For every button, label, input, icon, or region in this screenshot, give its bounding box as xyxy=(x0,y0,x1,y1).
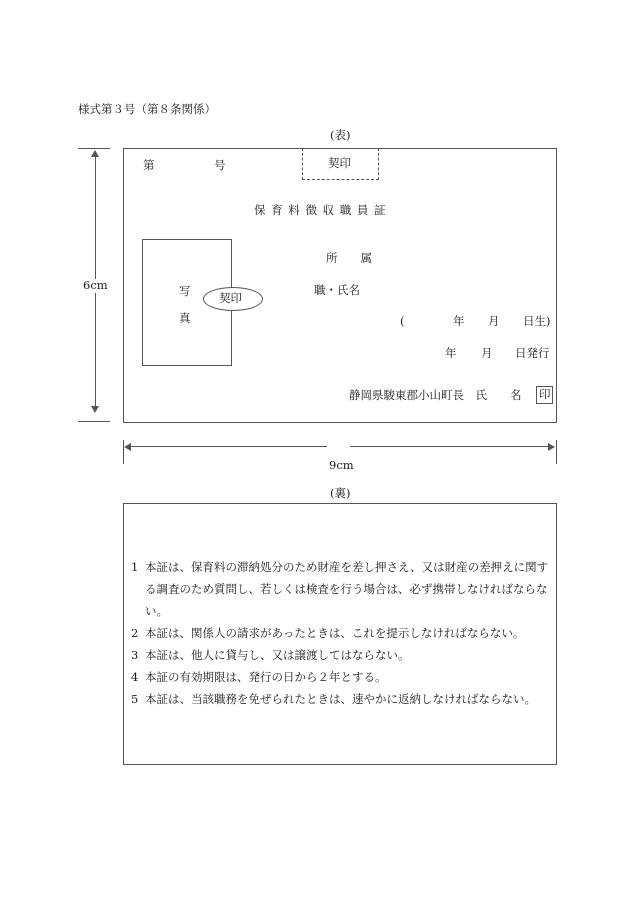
note-text: 本証は、保育料の滞納処分のため財産を差し押さえ、又は財産の差押えに関する調査のため質問し、若しくは検査を行う場合は、必ず携帯しなければならない。 xyxy=(145,560,549,618)
seal-top-box xyxy=(302,148,379,180)
photo-label-1: 写 xyxy=(179,284,191,298)
note-item-1 xyxy=(131,556,549,622)
seal-top-label: 契印 xyxy=(328,156,351,170)
seal-photo-label: 契印 xyxy=(219,291,242,305)
notes-list xyxy=(131,556,549,710)
affiliation-label: 所 属 xyxy=(326,251,372,265)
seal-stamp-label: 印 xyxy=(539,387,551,401)
note-text: 本証は、関係人の請求があったときは、これを提示しなければならない。 xyxy=(145,626,525,640)
front-caption: (表) xyxy=(330,128,351,142)
height-label: 6cm xyxy=(83,278,108,292)
note-text: 本証の有効期限は、発行の日から２年とする。 xyxy=(145,670,387,684)
arrow-right-icon xyxy=(548,443,555,451)
seal-photo-ellipse xyxy=(203,287,263,311)
note-item-4 xyxy=(131,666,549,688)
birth-year-label: 年 xyxy=(453,314,465,328)
note-item-5 xyxy=(131,688,549,710)
note-number: 1 xyxy=(131,560,139,574)
height-dim-top-tick xyxy=(78,148,110,149)
note-text: 本証は、他人に貸与し、又は譲渡してはならない。 xyxy=(145,648,410,662)
note-number: 4 xyxy=(131,670,139,684)
note-item-3 xyxy=(131,644,549,666)
name-label: 職・氏名 xyxy=(314,283,360,297)
photo-label-2: 真 xyxy=(179,311,191,325)
birth-month-label: 月 xyxy=(488,314,500,328)
arrow-down-icon xyxy=(91,406,99,413)
height-dim-bottom-tick xyxy=(78,421,110,422)
issue-month-label: 月 xyxy=(481,346,493,360)
note-text: 本証は、当該職務を免ぜられたときは、速やかに返納しなければならない。 xyxy=(145,692,536,706)
arrow-left-icon xyxy=(124,443,131,451)
birth-day-label: 日生) xyxy=(523,314,551,328)
issuer-label: 静岡県駿東郡小山町長 氏 名 xyxy=(349,388,522,402)
id-card-back xyxy=(123,503,557,765)
form-label: 様式第３号（第８条関係） xyxy=(78,102,216,116)
seal-stamp-box xyxy=(536,386,553,404)
issue-year-label: 年 xyxy=(445,346,457,360)
birth-open-paren: ( xyxy=(400,314,405,328)
back-caption: (裏) xyxy=(330,486,351,500)
width-dim-line-left xyxy=(126,446,327,447)
note-number: 3 xyxy=(131,648,139,662)
issue-day-label: 日発行 xyxy=(515,346,550,360)
note-item-2 xyxy=(131,622,549,644)
note-number: 5 xyxy=(131,692,139,706)
width-dim-line-right xyxy=(350,446,553,447)
number-label-dai: 第 xyxy=(143,158,155,172)
arrow-up-icon xyxy=(91,150,99,157)
id-card-front xyxy=(123,148,557,423)
width-label: 9cm xyxy=(329,458,354,472)
number-label-go: 号 xyxy=(214,158,226,172)
card-title: 保 育 料 徴 収 職 員 証 xyxy=(254,203,387,217)
note-number: 2 xyxy=(131,626,139,640)
width-dim-right-tick xyxy=(556,440,557,464)
